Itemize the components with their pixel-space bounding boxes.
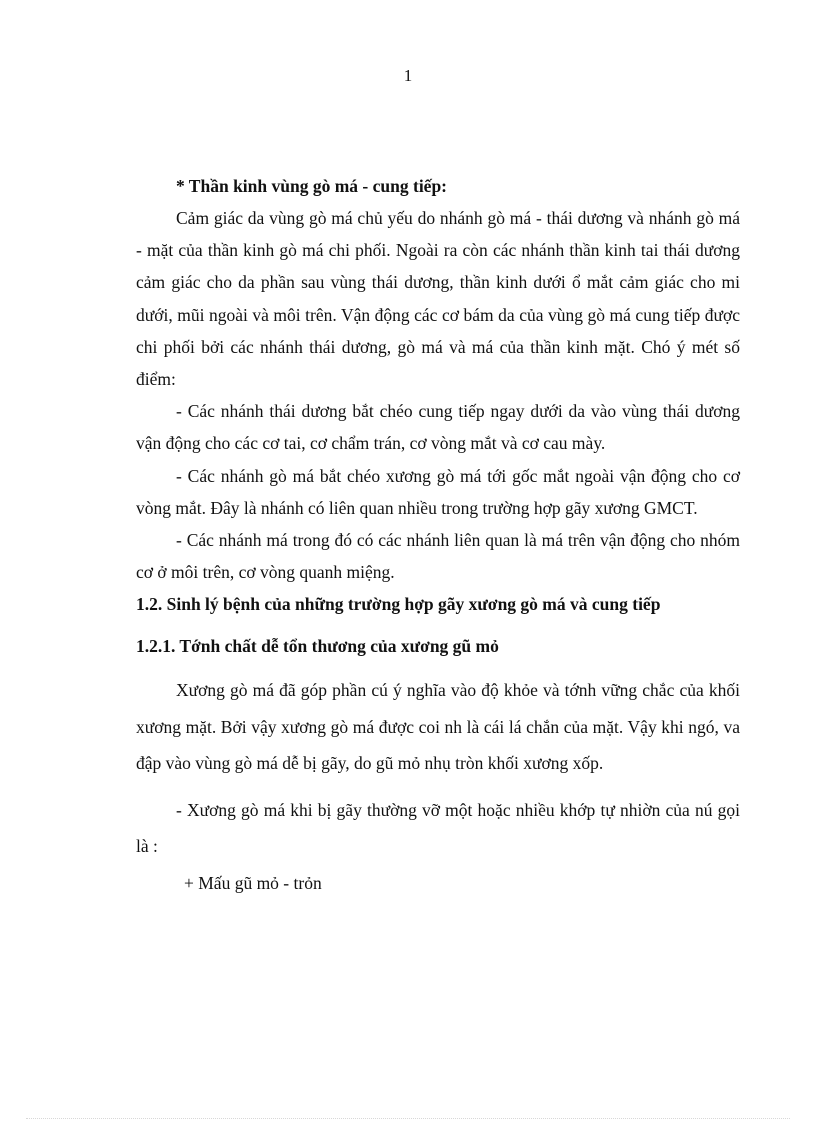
list-item: + Mấu gũ mỏ - trỏn [184,872,322,893]
page-number: 1 [403,66,413,85]
paragraph-temporal-branches: - Các nhánh thái dương bắt chéo cung tiếp ngay dưới da vào vùng thái dương vận động cho các cơ tai, cơ chẩm trán, cơ vòng mắt và cơ cau mày. [136,401,740,454]
document-body [136,170,740,901]
paragraph-sensory: Cảm giác da vùng gò má chủ yếu do nhánh gò má - thái dương và nhánh gò má - mặt của thần kinh gò má chi phối. Ngoài ra còn các nhánh thần kinh tai thái dương cảm giác cho da phần sau vùng thái dương, thần kinh dưới ổ mắt cảm giác cho mi dưới, mũi ngoài và môi trên. Vận động các cơ bám da của vùng gò má cung tiếp được chi phối bởi các nhánh thái dương, gò má và má của thần kinh mặt. Chó ý mét số điểm: [136,208,740,390]
nerve-heading: * Thần kinh vùng gò má - cung tiếp: [176,176,448,196]
section-heading-1-2: 1.2. Sinh lý bệnh của những trường hợp gãy xương gò má và cung tiếp [136,594,661,615]
paragraph-fragility: Xương gò má đã góp phần cú ý nghĩa vào độ khỏe và tớnh vững chắc của khối xương mặt. Bởi vậy xương gò má được coi nh là cái lá chắn của mặt. Vậy khi ngó, va đập vào vùng gò má dễ bị gãy, do gũ mỏ nhụ tròn khối xương xốp. [136,680,740,774]
paragraph-buccal-branches: - Các nhánh má trong đó có các nhánh liên quan là má trên vận động cho nhóm cơ ở môi trên, cơ vòng quanh miệng. [136,530,740,583]
paragraph-fracture-joints: - Xương gò má khi bị gãy thường vỡ một hoặc nhiều khớp tự nhiờn của nú gọi là : [136,799,740,857]
section-heading-1-2-1: 1.2.1. Tớnh chất dễ tổn thương của xương gũ mỏ [136,636,499,657]
paragraph-zygomatic-branches: - Các nhánh gò má bắt chéo xương gò má tới gốc mắt ngoài vận động cho cơ vòng mắt. Đây là nhánh có liên quan nhiều trong trường hợp gãy xương GMCT. [136,465,740,518]
page-bottom-divider [26,1118,790,1119]
